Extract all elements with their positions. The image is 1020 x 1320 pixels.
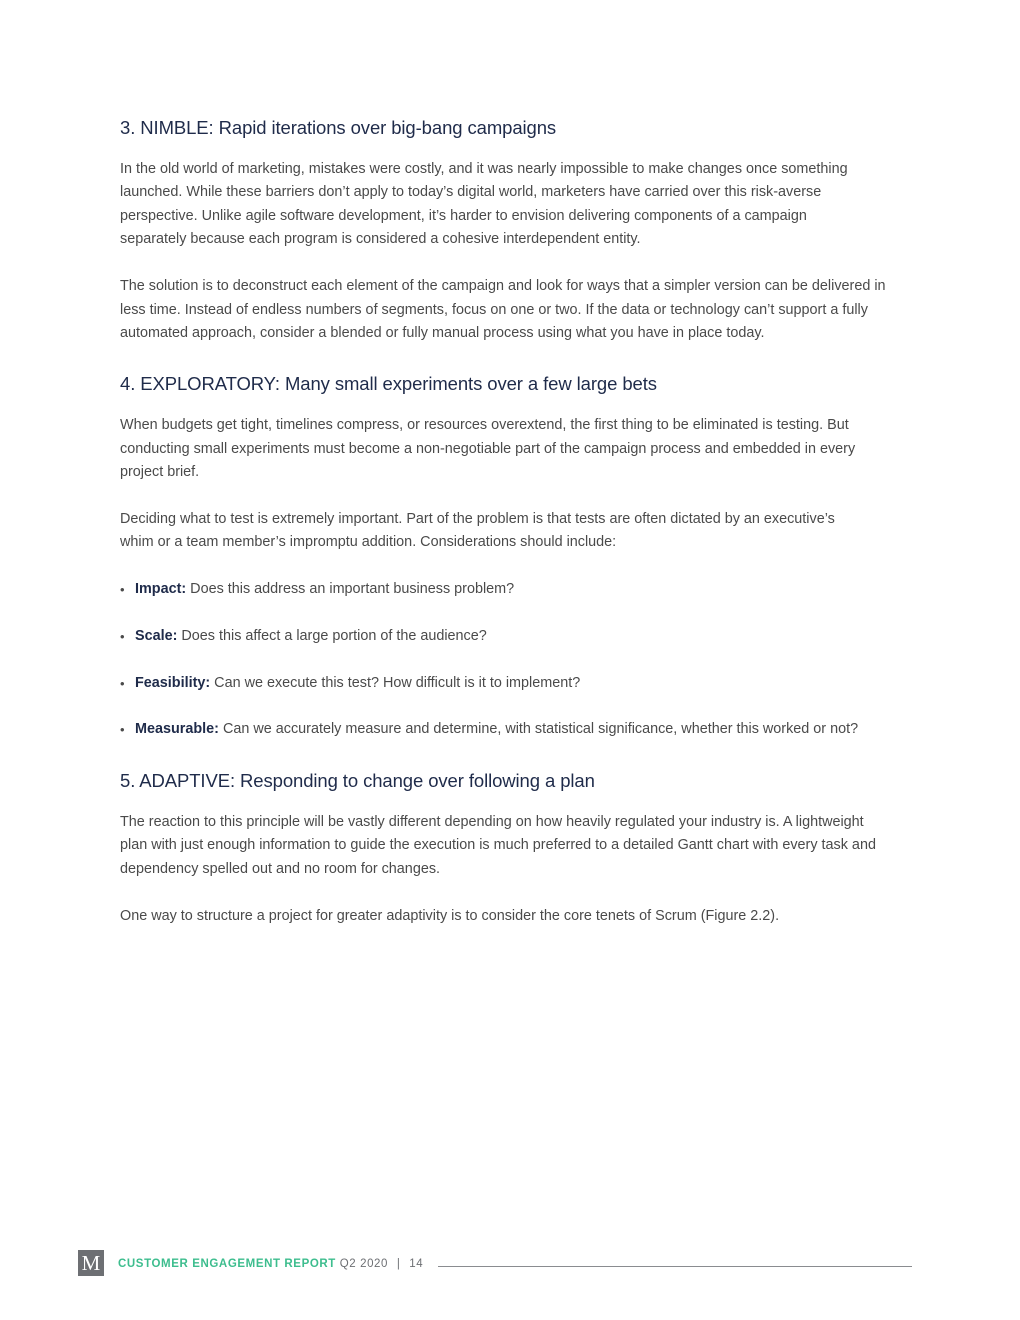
bullet-term: Scale: bbox=[135, 628, 178, 645]
page-footer bbox=[78, 1250, 912, 1276]
section-heading-exploratory: 4. EXPLORATORY: Many small experiments over a few large bets bbox=[120, 373, 657, 395]
report-title: CUSTOMER ENGAGEMENT REPORT bbox=[118, 1258, 336, 1270]
bullet-text: Does this affect a large portion of the audience? bbox=[177, 628, 487, 645]
page-content bbox=[120, 112, 900, 928]
bullet-text: Can we accurately measure and determine, with statistical significance, whether this worked or not? bbox=[218, 721, 859, 738]
bullet-icon: • bbox=[120, 722, 125, 738]
section-heading-adaptive: 5. ADAPTIVE: Responding to change over following a plan bbox=[120, 769, 595, 791]
bullet-icon: • bbox=[120, 629, 125, 645]
list-item bbox=[120, 718, 900, 741]
paragraph: When budgets get tight, timelines compress, or resources overextend, the first thing to be eliminated is testing. But conducting small experiments must become a non-negotiable part of the campaign process and embedded in every project brief. bbox=[120, 417, 856, 481]
section-heading-nimble: 3. NIMBLE: Rapid iterations over big-bang campaigns bbox=[120, 117, 557, 138]
considerations-list bbox=[120, 578, 900, 742]
footer-label bbox=[118, 1257, 423, 1271]
bullet-term: Feasibility: bbox=[135, 674, 211, 691]
paragraph: The reaction to this principle will be vastly different depending on how heavily regulated your industry is. A lightweight plan with just enough information to guide the execution is much preferred to a detailed Gantt chart with every task and dependency spelled out and no room for changes. bbox=[120, 813, 876, 877]
paragraph: One way to structure a project for greater adaptivity is to consider the core tenets of Scrum (Figure 2.2). bbox=[120, 907, 780, 924]
paragraph: Deciding what to test is extremely important. Part of the problem is that tests are often dictated by an executive’s whim or a team member’s impromptu addition. Considerations should include: bbox=[120, 511, 835, 551]
report-period: Q2 2020 bbox=[339, 1258, 389, 1270]
list-item bbox=[120, 672, 900, 695]
paragraph: The solution is to deconstruct each element of the campaign and look for ways that a simpler version can be delivered in less time. Instead of endless numbers of segments, focus on one or two. If the data or technology can’t support a fully automated approach, consider a blended or fully manual process using what you have in place today. bbox=[120, 278, 886, 341]
page-number: 14 bbox=[409, 1258, 424, 1270]
bullet-term: Impact: bbox=[135, 581, 187, 598]
footer-divider bbox=[438, 1266, 912, 1267]
bullet-text: Does this address an important business problem? bbox=[186, 581, 515, 598]
bullet-icon: • bbox=[120, 582, 125, 598]
bullet-term: Measurable: bbox=[135, 721, 219, 738]
list-item bbox=[120, 578, 900, 601]
footer-separator: | bbox=[396, 1258, 401, 1270]
bullet-icon: • bbox=[120, 675, 125, 691]
company-logo-icon: M bbox=[78, 1250, 104, 1276]
bullet-text: Can we execute this test? How difficult is it to implement? bbox=[210, 674, 581, 691]
paragraph: In the old world of marketing, mistakes were costly, and it was nearly impossible to make changes once something launched. While these barriers don’t apply to today’s digital world, marketers have carried over this risk-averse perspective. Unlike agile software development, it’s harder to envision delivering components of a campaign separately because each program is considered a cohesive interdependent entity. bbox=[120, 161, 848, 248]
list-item bbox=[120, 625, 900, 648]
